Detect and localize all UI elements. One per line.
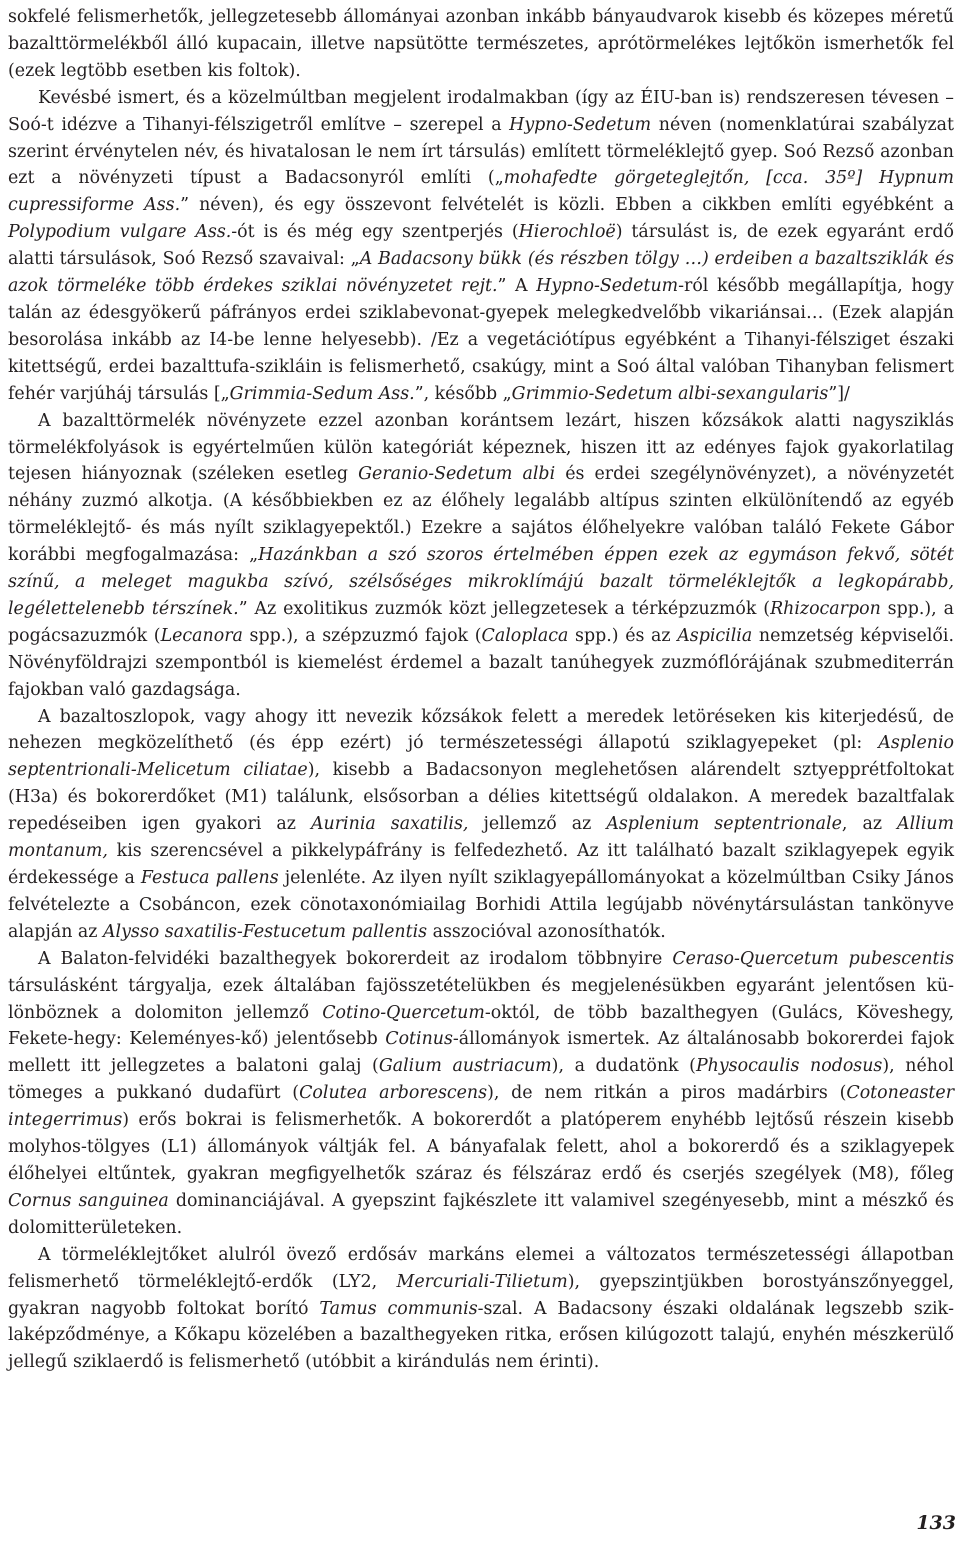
paragraph	[8, 946, 954, 1242]
text-run: ), kisebb a Badacsonyon meglehetősen alárendelt sztyepprétfoltokat (H3a) és bokorerdőket (M1) találunk, elsősorban a délies kitettségű oldalakon. A meredek bazaltfalak repedéseiben igen gyakori az	[8, 760, 954, 835]
text-run: társulásként tárgyalja, ezek általában fajösszetételükben és megjelenésükben egyaránt jelentősen különböznek a dolomiton jellemző	[8, 975, 954, 1023]
paragraph	[8, 85, 954, 408]
text-run: -szal. A Badacsony északi oldalának legszebb sziklaképződménye, a Kőkapu közelében a bazalthegyeken ritka, erősen kilúgozott talajú, enyhén mészkerülő jellegű sziklaerdő is felismerhető (utóbbit a kirándulás nem érinti).	[8, 1298, 954, 1373]
text-run: A törmeléklejtőket alulról övező erdősáv markáns elemei a változatos természetességi állapotban felismerhető törmeléklejtő-erdők (LY2,	[8, 1244, 954, 1292]
text-run: jelenléte. Az ilyen nyílt sziklagyepállományokat a közelmúltban Csiky János felvételezte a Csobáncon, ezek cönotaxonómiailag Borhidi Attila legújabb növénytársulástan tankönyve alapján az	[8, 868, 954, 942]
italic-text: mohafedte görgeteglejtőn, [cca. 35º] Hypnum cupressiforme Ass.	[8, 168, 954, 216]
italic-text: Lecanora	[160, 625, 243, 646]
document-body	[8, 4, 954, 1376]
text-run: sokfelé felismerhetők, jellegzetesebb állományai azonban inkább bányaudvarok kisebb és közepes méretű bazalttörmelékből álló kupacain, illetve napsütötte természetes, aprótörmelékes lejtőkön ismerhetők fel (ezek legtöbb esetben kis foltok).	[8, 7, 954, 81]
italic-text: Hazánkban a szó szoros értelmében éppen ezek az egymáson fekvő, sötét színű, a meleget magukba szívó, szélsőséges mikroklímájú bazalt törmeléklejtők a legkopárabb, legélettelenebb térszínek.	[8, 545, 954, 619]
italic-text: Asplenium septentrionale	[606, 814, 842, 835]
text-run: nemzetség képviselői. Növényföldrajzi szempontból is kiemelést érdemel a bazalt tanúhegyek zuzmóflórájának szubmediterrán fajokban való gazdagsága.	[8, 625, 954, 700]
text-run: dominanciájával. A gyepszint fajkészlete itt valamivel szegényesebb, mint a mészkő és dolomitterületeken.	[8, 1190, 954, 1238]
italic-text: Alysso saxatilis-Festucetum pallentis	[102, 921, 428, 942]
italic-text: Hypno-Sedetum	[536, 276, 679, 297]
italic-text: Aspicilia	[677, 625, 753, 646]
italic-text: Caloplaca	[481, 625, 569, 646]
text-run: és erdei szegélynövényzet), a növényzetét néhány zuzmó alkotja. (A későbbiekben ez az élőhely legalább altípus szinten elkülönítendő az egyéb törmeléklejtő- és más nyílt sziklagyepektől.) Ezekre a sajátos élőhelyekre valóban találó Fekete Gábor korábbi megfogalmazása: „	[8, 464, 955, 566]
text-run: A bazalttörmelék növényzete ezzel azonban korántsem lezárt, hiszen kőzsákok alatti nagysziklás törmelékfolyások is egyértelműen külön kategóriát képeznek, hiszen itt az edényes fajok gyakorlatilag tejesen hiányoznak (széleken esetleg	[8, 410, 954, 485]
text-run: -ót is és még egy szentperjés (	[231, 222, 519, 243]
paragraph	[8, 4, 954, 85]
text-run: ) erős bokrai is felismerhetők. A bokorerdőt a platóperem enyhébb lejtősű részein kisebb molyhos-tölgyes (L1) állományok váltják fel. A bányafalak felett, ahol a bokorerdő és a sziklagyepek élőhelyei eltűntek, gyakran megfigyelhetők száraz és félszáraz erdő és cserjés szegélyek (M8), főleg	[8, 1110, 954, 1184]
italic-text: Mercuriali-Tilietum	[396, 1271, 568, 1292]
text-run: , az	[841, 814, 898, 835]
italic-text: A Badacsony bükk (és részben tölgy …) erdeiben a bazaltsziklák és azok törmeléke több érdekes sziklai növényzetet rejt.	[8, 249, 955, 297]
paragraph	[8, 704, 954, 946]
text-run: ), néhol tömeges a pukkanó dudafürt (	[8, 1056, 954, 1104]
italic-text: Grimmia-Sedum Ass.	[229, 383, 415, 404]
text-run: A Balaton-felvidéki bazalthegyek bokorerdeit az irodalom többnyire	[38, 948, 673, 969]
text-run: jellemző az	[468, 814, 607, 835]
paragraph	[8, 1242, 954, 1377]
italic-text: Geranio-Sedetum albi	[358, 464, 556, 485]
text-run: kis szerencsével a pikkelypáfrány is felfedezhető. Az itt található bazalt sziklagyepek egyik érdekessége a	[8, 841, 954, 888]
italic-text: Allium montanum,	[8, 814, 954, 862]
text-run: Kevésbé ismert, és a közelmúltban megjelent irodalmakban (így az ÉIU-ban is) rendszeresen tévesen – Soó-t idézve a Tihanyi-félszigetről említve – szerepel a	[8, 87, 954, 135]
text-run: A bazaltoszlopok, vagy ahogy itt nevezik kőzsákok felett a meredek letöréseken kis kiterjedésű, de nehezen megközelíthető (és épp ezért) jó természetességi állapotú sziklagyepeket (pl:	[8, 706, 954, 754]
italic-text: Tamus communis	[319, 1298, 478, 1319]
page-number: 133	[916, 1512, 956, 1534]
italic-text: Ceraso-Quercetum pubescentis	[672, 948, 954, 969]
text-run: ”]/	[828, 383, 850, 404]
text-run: néven (nomenklatúrai szabályzat szerint érvénytelen név, és hivatalosan le nem írt társulás) említett törmeléklejtő gyep. Soó Rezső azonban ezt a növényzeti típust a Badacsonyról említi („	[8, 114, 954, 189]
italic-text: Hypno-Sedetum	[509, 114, 652, 135]
italic-text: Cornus sanguinea	[8, 1190, 169, 1211]
text-run: ), gyepszintjükben borostyánszőnyeggel, gyakran nagyobb foltokat borító	[8, 1271, 954, 1319]
italic-text: Asplenio septentrionali-Melicetum ciliatae	[8, 733, 954, 781]
text-run: ” Az exolitikus zuzmók közt jellegzetesek a térképzuzmók (	[238, 598, 771, 619]
text-run: spp.) és az	[568, 625, 678, 646]
italic-text: Rhizocarpon	[770, 598, 881, 619]
italic-text: Grimmio-Sedetum albi-sexangularis	[511, 383, 829, 404]
italic-text: Aurinia saxatilis,	[310, 814, 469, 835]
italic-text: Cotinus	[385, 1029, 453, 1050]
text-run: -októl, de több bazalthegyen (Gulács, Köveshegy, Fekete-hegy: Keleményes-kő) jelentősebb	[8, 1002, 954, 1050]
text-run: ” néven), és egy összevont felvételét is közli. Ebben a cikkben említi egyébként a	[180, 195, 954, 216]
italic-text: Festuca pallens	[140, 868, 279, 888]
text-run: -állományok ismertek. Az általánosabb bokorerdei fajok mellett itt jellegzetes a balatoni galaj (	[8, 1029, 954, 1077]
italic-text: Physocaulis nodosus	[695, 1056, 883, 1077]
text-run: ” A	[497, 276, 537, 297]
italic-text: Galium austriacum	[378, 1056, 552, 1077]
paragraph	[8, 408, 954, 704]
italic-text: Colutea arborescens	[299, 1083, 488, 1104]
italic-text: Hierochloë	[518, 222, 616, 243]
text-run: ), a dudatönk (	[551, 1056, 696, 1077]
italic-text: Polypodium vulgare Ass.	[8, 222, 232, 243]
text-run: ) társulást is, de ezek egyaránt erdő alatti társulások, Soó Rezső szavaival: „	[8, 222, 954, 270]
italic-text: Cotino-Quercetum	[322, 1002, 485, 1023]
text-run: asszocióval azonosíthatók.	[427, 921, 666, 942]
text-run: spp.), a pogácsazuzmók (	[8, 598, 954, 646]
italic-text: Cotoneaster integerrimus	[8, 1083, 955, 1131]
text-run: -ról később megállapítja, hogy talán az édesgyökerű páfrányos erdei sziklabevonat-gyepek melegkedvelőbb vikariánsai… (Ezek alapján besorolása inkább az I4-be lenne helyesebb). /Ez a vegetációtípus egyébként a Tihanyi-félsziget északi kitettségű, erdei bazalttufa-szikláin is felismerhető, csakúgy, mint a Soó által valóban Tihanyban felismert fehér varjúháj társulás [„	[8, 276, 954, 404]
text-run: spp.), a szépzuzmó fajok (	[242, 625, 482, 646]
text-run: ), de nem ritkán a piros madárbirs (	[487, 1083, 847, 1104]
text-run: ”, később „	[414, 383, 512, 404]
